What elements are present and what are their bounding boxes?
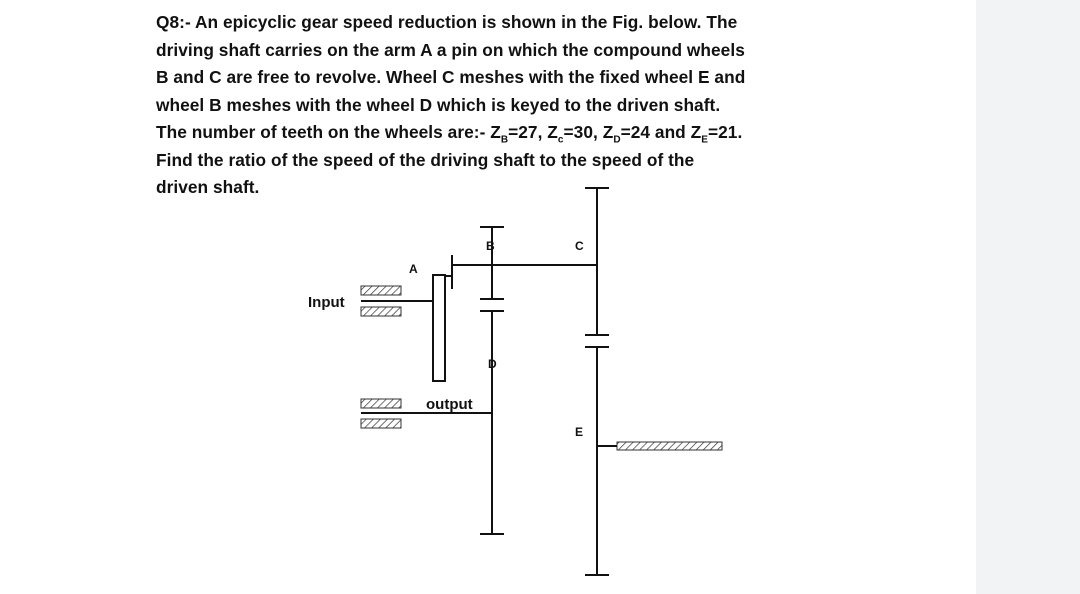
output-bearing-bottom bbox=[361, 419, 401, 428]
teeth-intro: The number of teeth on the wheels are:- Z bbox=[156, 122, 501, 142]
input-bearing-bottom bbox=[361, 307, 401, 316]
label-b: B bbox=[486, 239, 495, 253]
sub-e: E bbox=[701, 134, 708, 146]
sub-d: D bbox=[613, 134, 621, 146]
label-c: C bbox=[575, 239, 584, 253]
question-line-7: driven shaft. bbox=[156, 177, 260, 197]
label-output: output bbox=[426, 396, 473, 413]
label-d: D bbox=[488, 357, 497, 371]
question-line-2: driving shaft carries on the arm A a pin on which the compound wheels bbox=[156, 39, 745, 60]
teeth-c: =30, Z bbox=[563, 122, 614, 142]
sub-c: c bbox=[557, 134, 564, 146]
label-a: A bbox=[409, 262, 418, 276]
question-line-6: Find the ratio of the speed of the driving shaft to the speed of the bbox=[156, 149, 695, 170]
question-line-4: wheel B meshes with the wheel D which is keyed to the driven shaft. bbox=[156, 94, 721, 115]
arm-a bbox=[433, 275, 445, 381]
teeth-b: =27, Z bbox=[508, 122, 558, 142]
sub-b: B bbox=[500, 134, 509, 146]
label-input: Input bbox=[308, 294, 345, 311]
output-bearing-top bbox=[361, 399, 401, 408]
input-bearing-top bbox=[361, 286, 401, 295]
fixed-frame-hatch bbox=[617, 442, 722, 450]
teeth-d: =24 and Z bbox=[620, 122, 702, 142]
label-e: E bbox=[575, 425, 584, 439]
question-line-1: Q8:- An epicyclic gear speed reduction is shown in the Fig. below. The bbox=[156, 12, 738, 32]
question-line-3: B and C are free to revolve. Wheel C meshes with the fixed wheel E and bbox=[156, 67, 746, 87]
teeth-e: =21. bbox=[707, 122, 743, 142]
